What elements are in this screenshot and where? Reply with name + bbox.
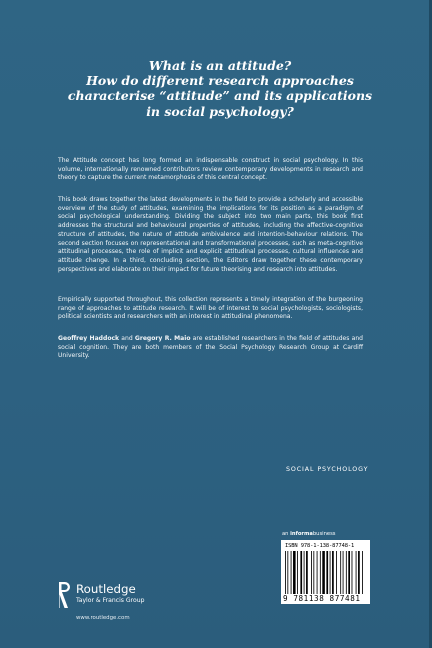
editors-bio-text: are established researchers in the field of attitudes and social cognition. They are both members of the Social Psychology Research Group at Cardiff University. — [58, 335, 363, 360]
editor-name-2: Gregory R. Maio — [134, 335, 191, 342]
question-line-2: How do different research approaches — [86, 73, 354, 89]
informa-suffix: business — [312, 531, 336, 537]
series-label: SOCIAL PSYCHOLOGY — [286, 466, 369, 473]
isbn-text: ISBN 978-1-138-87748-1 — [285, 543, 355, 549]
publisher-website[interactable]: www.routledge.com — [76, 615, 130, 621]
informa-business-label — [282, 531, 336, 537]
cover-questions — [60, 58, 380, 119]
publisher-group: Taylor & Francis Group — [76, 597, 145, 604]
informa-brand: informa — [290, 531, 313, 537]
informa-prefix: an — [282, 531, 291, 537]
question-line-4: in social psychology? — [146, 103, 294, 119]
blurb-paragraph-2: This book draws together the latest developments in the field to provide a scholarly and accessible overview of the study of attitudes, examining the implications for its position as a paradigm of social psychological understanding. Dividing the subject into two main parts, this book first addresses the structural and behavioural properties of attitudes, including the affective-cognitive structure of attitudes, the nature of attitude ambivalence and intention-behaviour relations. The second section focuses on representational and transformational processes, such as meta-cognitive attitudinal processes, the role of implicit and explicit attitudinal processes, cultural influences and attitude change. In a third, concluding section, the Editors draw together these contemporary perspectives and elaborate on their impact for future theorising and research into attitudes. — [58, 196, 363, 273]
question-line-3: characterise “attitude” and its applications — [67, 88, 373, 104]
barcode-digits: 9 781138 877481 — [283, 594, 361, 603]
editor-name-1: Geoffrey Haddock — [58, 335, 120, 342]
barcode-panel — [281, 540, 370, 604]
editor-and: and — [119, 335, 135, 342]
barcode-bars — [285, 551, 366, 594]
question-line-1: What is an attitude? — [148, 58, 292, 73]
publisher-name: Routledge — [76, 582, 136, 596]
editors-bio — [58, 335, 363, 361]
routledge-logo-icon — [57, 580, 71, 610]
blurb-paragraph-3: Empirically supported throughout, this collection represents a timely integration of the burgeoning range of approaches to attitude research. It will be of interest to social psychologists, sociologists, political scientists and researchers with an interest in attitudinal phenomena. — [58, 296, 363, 321]
blurb-paragraph-1: The Attitude concept has long formed an indispensable construct in social psychology. In this volume, internationally renowned contributors review contemporary developments in research and theory to capture the current metamorphosis of this central concept. — [58, 157, 363, 182]
